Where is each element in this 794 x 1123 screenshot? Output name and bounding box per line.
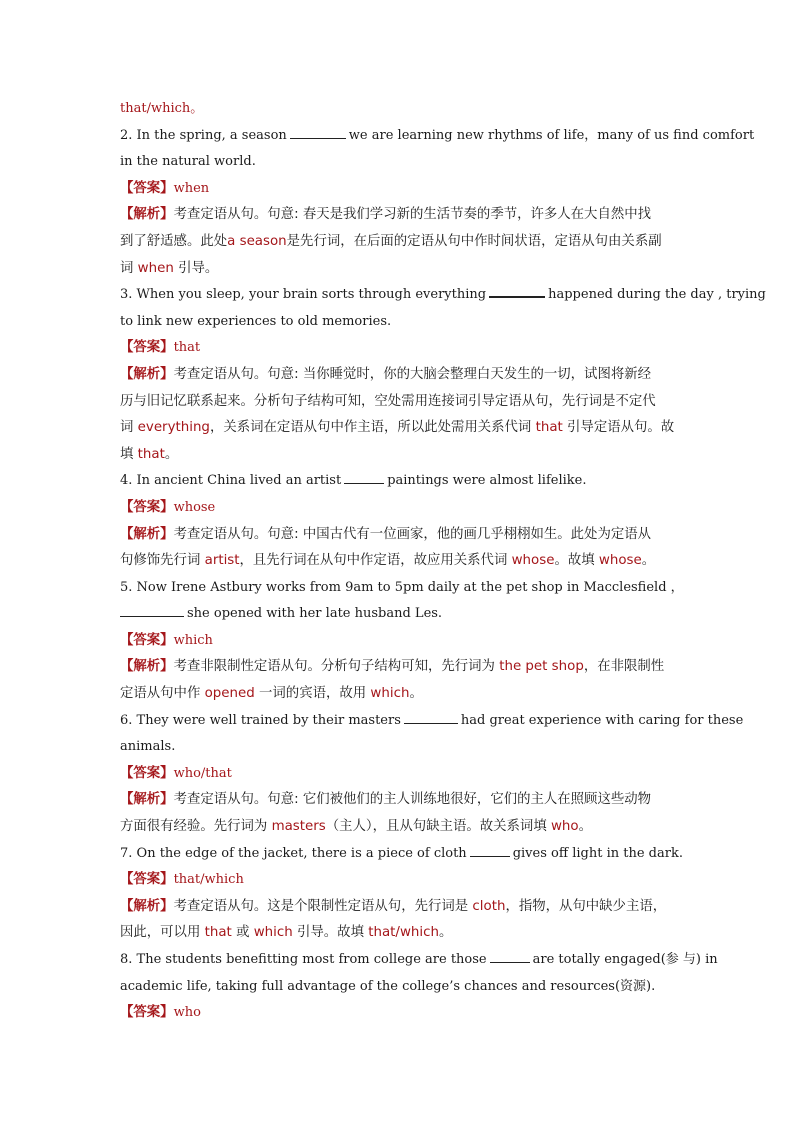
- analysis-5: 【解析】考查非限制性定语从句。分析句子结构可知，先行词为 the pet shop，在非限制性: [120, 659, 665, 675]
- answer-blank: [470, 843, 510, 857]
- analysis-3-line-3: 词 everything，关系词在定语从句中作主语，所以此处需用关系代词 that 引导定语从句。故: [120, 420, 675, 436]
- question-8-continued: academic life, taking full advantage of the college’s chances and resources(资源).: [120, 978, 656, 994]
- answer-tag: 【答案】: [120, 765, 174, 781]
- analysis-2: 【解析】考查定语从句。句意: 春天是我们学习新的生活节奏的季节，许多人在大自然中找: [120, 207, 651, 223]
- analysis-3-line-2: 历与旧记忆联系起来。分析句子结构可知，空处需用连接词引导定语从句，先行词是不定代: [120, 393, 656, 409]
- analysis-tag: 【解析】: [120, 526, 174, 542]
- analysis-4: 【解析】考查定语从句。句意: 中国古代有一位画家，他的画几乎栩栩如生。此处为定语从: [120, 526, 651, 542]
- answer-blank: [490, 949, 530, 963]
- previous-answer-continuation: that/which。: [120, 101, 204, 116]
- answer-blank: [120, 603, 184, 617]
- question-4: 4. In ancient China lived an artist paintings were almost lifelike.: [120, 468, 676, 495]
- analysis-7-line-2: 因此，可以用 that 或 which 引导。故填 that/which。: [120, 925, 453, 941]
- answer-blank: [404, 710, 458, 724]
- analysis-tag: 【解析】: [120, 366, 174, 382]
- question-7: 7. On the edge of the jacket, there is a piece of cloth gives off light in the dark.: [120, 841, 676, 868]
- answer-7: 【答案】that/which: [120, 872, 244, 888]
- answer-3: 【答案】that: [120, 340, 201, 356]
- answer-tag: 【答案】: [120, 1005, 174, 1021]
- answer-4: 【答案】whose: [120, 499, 216, 515]
- answer-blank: [290, 125, 346, 139]
- analysis-2-line-3: 词 when 引导。: [120, 260, 219, 276]
- question-5: 5. Now Irene Astbury works from 9am to 5pm daily at the pet shop in Macclesfield ，: [120, 579, 684, 595]
- analysis-tag: 【解析】: [120, 207, 174, 223]
- question-3-continued: to link new experiences to old memories.: [120, 313, 392, 329]
- question-6: 6. They were well trained by their masters had great experience with caring for these: [120, 708, 676, 735]
- analysis-3-line-4: 填 that。: [120, 446, 179, 462]
- answer-2: 【答案】when: [120, 180, 210, 196]
- analysis-2-line-2: 到了舒适感。此处a season是先行词，在后面的定语从句中作时间状语，定语从句由关系副: [120, 233, 662, 249]
- answer-blank: [489, 283, 545, 298]
- analysis-4-line-2: 句修饰先行词 artist，且先行词在从句中作定语，故应用关系代词 whose。故填 whose。: [120, 553, 656, 569]
- answer-8: 【答案】who: [120, 1005, 201, 1021]
- answer-6: 【答案】who/that: [120, 765, 232, 781]
- analysis-6-line-2: 方面很有经验。先行词为 masters（主人），且从句缺主语。故关系词填 who。: [120, 819, 593, 835]
- question-2-continued: in the natural world.: [120, 154, 256, 170]
- answer-tag: 【答案】: [120, 632, 174, 648]
- answer-blank: [344, 470, 384, 484]
- question-8: 8. The students benefitting most from college are those are totally engaged(参 与) in: [120, 947, 676, 974]
- answer-tag: 【答案】: [120, 180, 174, 196]
- question-3: 3. When you sleep, your brain sorts through everything happened during the day , trying: [120, 282, 676, 309]
- analysis-6: 【解析】考查定语从句。句意: 它们被他们的主人训练地很好，它们的主人在照顾这些动物: [120, 792, 651, 808]
- question-2: 2. In the spring, a season we are learning new rhythms of life，many of us find comfort: [120, 123, 676, 150]
- analysis-3: 【解析】考查定语从句。句意: 当你睡觉时，你的大脑会整理白天发生的一切，试图将新经: [120, 366, 651, 382]
- analysis-5-line-2: 定语从句中作 opened 一词的宾语，故用 which。: [120, 686, 423, 702]
- question-6-continued: animals.: [120, 739, 176, 755]
- answer-tag: 【答案】: [120, 872, 174, 888]
- analysis-tag: 【解析】: [120, 792, 174, 808]
- question-5-continued: she opened with her late husband Les.: [120, 601, 676, 628]
- analysis-tag: 【解析】: [120, 898, 174, 914]
- answer-tag: 【答案】: [120, 340, 174, 356]
- answer-tag: 【答案】: [120, 499, 174, 515]
- analysis-tag: 【解析】: [120, 659, 174, 675]
- answer-5: 【答案】which: [120, 632, 213, 648]
- analysis-7: 【解析】考查定语从句。这是个限制性定语从句，先行词是 cloth，指物，从句中缺少主语，: [120, 898, 667, 914]
